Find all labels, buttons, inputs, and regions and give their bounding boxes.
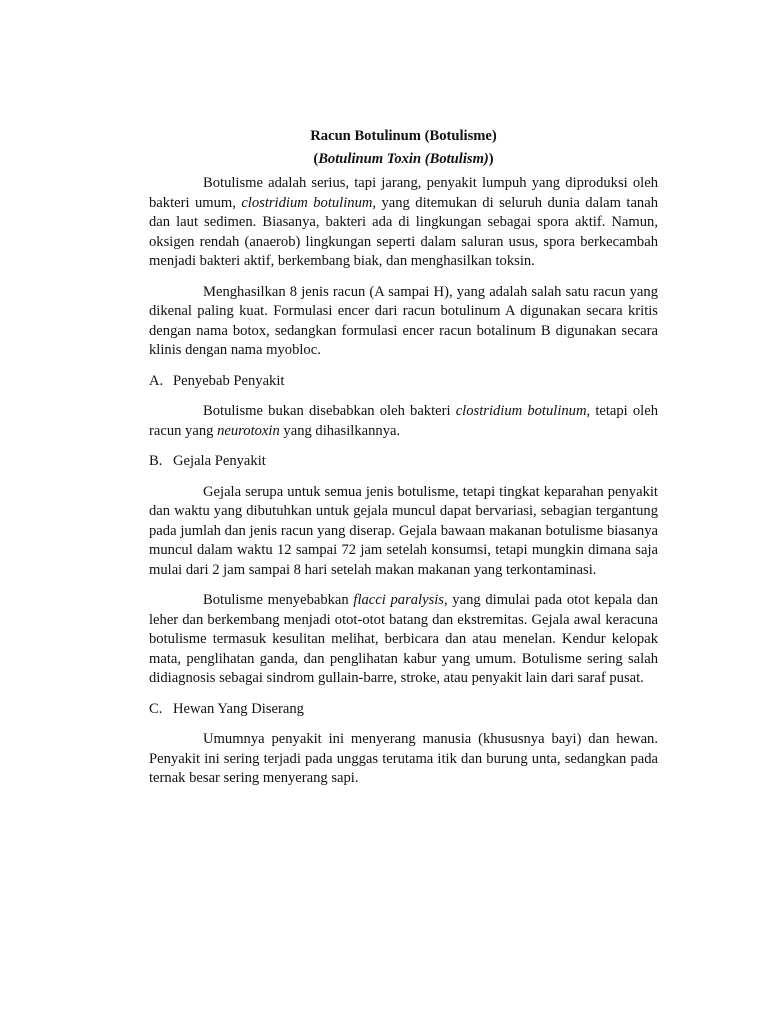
section-b-paragraph-2 [149,591,658,689]
section-b-letter: B. [149,453,163,469]
subtitle-open-paren: ( [313,150,319,167]
section-b-paragraph-2-text-a: Botulisme menyebabkan [203,592,354,608]
section-a-text-a: Botulisme bukan disebabkan oleh bakteri [203,403,456,419]
intro-paragraph-1 [149,174,658,272]
intro-paragraph-1-text-b: yang ditemukan di seluruh dunia dalam tanah dan laut sedimen. Biasanya, bakteri ada di lingkungan sebagai spora aktif. Namun, oksigen rendah (anaerob) lingkungan seperti dalam saluran usus, spora berkecambah menjadi bakteri aktif, berkembang biak, dan menghasilkan toksin. [149,194,658,269]
section-b-paragraph-2-text-b: yang dimulai pada otot kepala dan leher dan berkembang menjadi otot-otot batang dan ekstremitas. Gejala awal keracuna botulisme termasuk kesulitan melihat, berbicara dan atau menelan. Kendur kelopak mata, penglihatan ganda, dan penglihatan kabur yang umum. Botulisme sering salah didiagnosis sebagai sindrom gullain-barre, stroke, atau penyakit lain dari saraf pusat. [149,592,659,686]
section-a-italic-1: clostridium botulinum, [455,403,591,419]
section-a-heading [149,372,658,392]
section-b-paragraph-2-italic: flacci paralysis, [353,592,448,608]
section-a-letter: A. [149,372,164,389]
section-a-text-c: yang dihasilkannya. [279,422,401,439]
intro-paragraph-1-italic: clostridium botulinum, [241,194,377,211]
intro-paragraph-2: Menghasilkan 8 jenis racun (A sampai H), yang adalah salah satu racun yang dikenal paling kuat. Formulasi encer dari racun botulinum A digunakan secara kritis dengan nama botox, sedangkan formulasi encer racun botalinum B digunakan secara klinis dengan nama myobloc. [149,283,658,358]
section-a-title: Penyebab Penyakit [173,372,285,389]
section-c-title: Hewan Yang Diserang [173,700,304,717]
section-c-paragraph: Umumnya penyakit ini menyerang manusia (khususnya bayi) dan hewan. Penyakit ini sering terjadi pada unggas terutama itik dan burung unta, sedangkan pada ternak besar sering menyerang sapi. [149,731,658,786]
subtitle-close-paren: ) [488,150,494,167]
section-a-text-b: tetapi oleh racun yang [149,403,659,439]
section-c-heading [149,700,658,720]
subtitle-italic-text: Botulinum Toxin (Botulism) [318,150,489,167]
section-b-heading [149,452,658,472]
section-b-paragraph-1: Gejala serupa untuk semua jenis botulisme, tetapi tingkat keparahan penyakit dan waktu yang dibutuhkan untuk gejala muncul dapat bervariasi, sebagian tergantung pada jumlah dan jenis racun yang diserap. Gejala bawaan makanan botulisme biasanya muncul dalam waktu 12 sampai 72 jam setelah konsumsi, tetapi mungkin dimana saja mulai dari 2 jam sampai 8 hari setelah makan makanan yang terkontaminasi. [149,483,658,578]
section-b-title: Gejala Penyakit [173,453,266,469]
document-subtitle [149,150,658,170]
intro-paragraph-1-text-a: Botulisme adalah serius, tapi jarang, penyakit lumpuh yang diproduksi oleh bakteri umum, [149,175,658,211]
document-title: Racun Botulinum (Botulisme) [310,128,497,144]
section-c-letter: C. [149,700,163,717]
section-a-italic-2: neurotoxin [217,422,280,439]
document-body [149,127,658,789]
section-a-paragraph [149,402,658,441]
